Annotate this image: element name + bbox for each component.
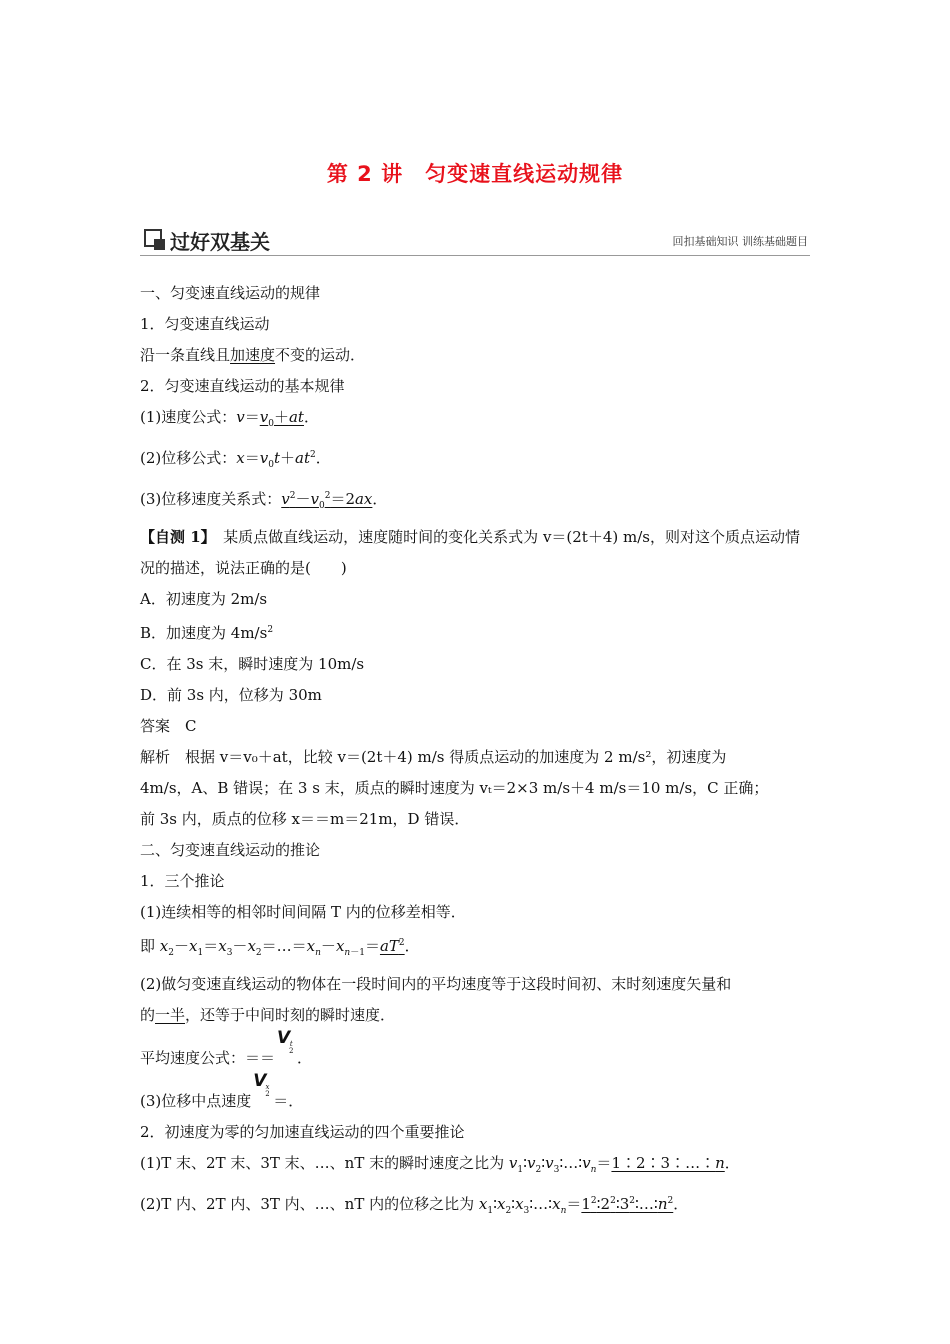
option-b: B．加速度为 $4m/s^2$ (140, 624, 274, 642)
v-half-displacement-symbol: V x 2 (253, 1071, 270, 1098)
self-test-label: 【自测 1】 (140, 528, 209, 546)
answer: 答案 C (140, 717, 197, 735)
formula-label: (3)位移速度关系式： (140, 490, 282, 508)
average-velocity-formula: 平均速度公式：＝＝ V t 2 ． (140, 1028, 313, 1067)
subheading-2-1: 1．三个推论 (140, 872, 225, 890)
section-title: 过好双基关 (170, 230, 270, 254)
definition-part: 不变的运动． (275, 346, 366, 364)
self-test-text: 某质点做直线运动，速度随时间的变化关系式为 v＝(2t＋4) m/s，则对这个质点运动情况的描述，说法正确的是( ) (140, 528, 800, 577)
self-test-question (140, 522, 812, 584)
document-body (140, 278, 812, 1227)
inference-1: (1)连续相等的相邻时间间隔 T 内的位移差相等． (140, 903, 466, 921)
analysis-line-1: 解析 根据 v＝v₀＋at，比较 v＝(2t＋4) m/s 得质点运动的加速度为 2 m/s²，初速度为 (140, 748, 727, 766)
formula-velocity-displacement: (3)位移速度关系式：$v^2-v_0^2=2ax$． (140, 490, 388, 511)
section-header (140, 226, 810, 256)
option-c: C．在 3s 末，瞬时速度为 10m/s (140, 655, 365, 673)
subheading-2-2: 2．初速度为零的匀加速直线运动的四个重要推论 (140, 1123, 465, 1141)
subheading-1-2: 2．匀变速直线运动的基本规律 (140, 377, 345, 395)
section-square-icon (144, 229, 162, 247)
analysis-line-2: 4m/s，A、B 错误；在 3 s 末，质点的瞬时速度为 vₜ＝2×3 m/s＋4 m/s＝10 m/s，C 正确； (140, 779, 769, 797)
definition-part: 沿一条直线且 (140, 346, 231, 364)
subheading-1-1: 1．匀变速直线运动 (140, 315, 270, 333)
option-d: D．前 3s 内，位移为 30m (140, 686, 322, 704)
heading-2: 二、匀变速直线运动的推论 (140, 841, 321, 859)
ratio-displacement: (2)T 内、2T 内、3T 内、…、nT 内的位移之比为 $x_1∶x_2∶x_3∶\dots∶x_n=1^2∶2^2∶3^2∶\dots∶n^2$． (140, 1195, 689, 1216)
underlined-half: 一半 (155, 1006, 186, 1024)
page-title: 第 2 讲 匀变速直线运动规律 (326, 162, 624, 186)
inference-2-line-1: (2)做匀变速直线运动的物体在一段时间内的平均速度等于这段时间初、末时刻速度矢量和 (140, 975, 732, 993)
analysis-line-3: 前 3s 内，质点的位移 x＝＝m＝21m，D 错误． (140, 810, 470, 828)
v-half-time-symbol: V t 2 (277, 1028, 294, 1055)
section-divider (140, 255, 810, 256)
inference-1-equation: 即 $x_2-x_1=x_3-x_2=\dots=x_n-x_{n-1}=aT^2$． (140, 937, 420, 958)
inference-2-line-2: 的一半，还等于中间时刻的瞬时速度． (140, 1006, 396, 1024)
option-a: A．初速度为 2m/s (140, 590, 268, 608)
inference-3: (3)位移中点速度 V x 2 ＝． (140, 1071, 304, 1110)
formula-velocity: (1)速度公式：$v=v_0+at$． (140, 408, 319, 429)
formula-label: (2)位移公式： (140, 449, 237, 467)
formula-displacement: (2)位移公式：$x=v_0t+at^2$． (140, 449, 331, 470)
ratio-velocity: (1)T 末、2T 末、3T 末、…、nT 末的瞬时速度之比为 $v_1∶v_2∶v_3∶\dots∶v_n=1∶2∶3∶\dots∶n$． (140, 1154, 740, 1175)
definition-underlined: 加速度 (230, 346, 276, 364)
formula-label: (1)速度公式： (140, 408, 237, 426)
section-tags: 回扣基础知识 训练基础题目 (672, 235, 808, 248)
heading-1: 一、匀变速直线运动的规律 (140, 284, 321, 302)
definition-text (140, 340, 812, 371)
